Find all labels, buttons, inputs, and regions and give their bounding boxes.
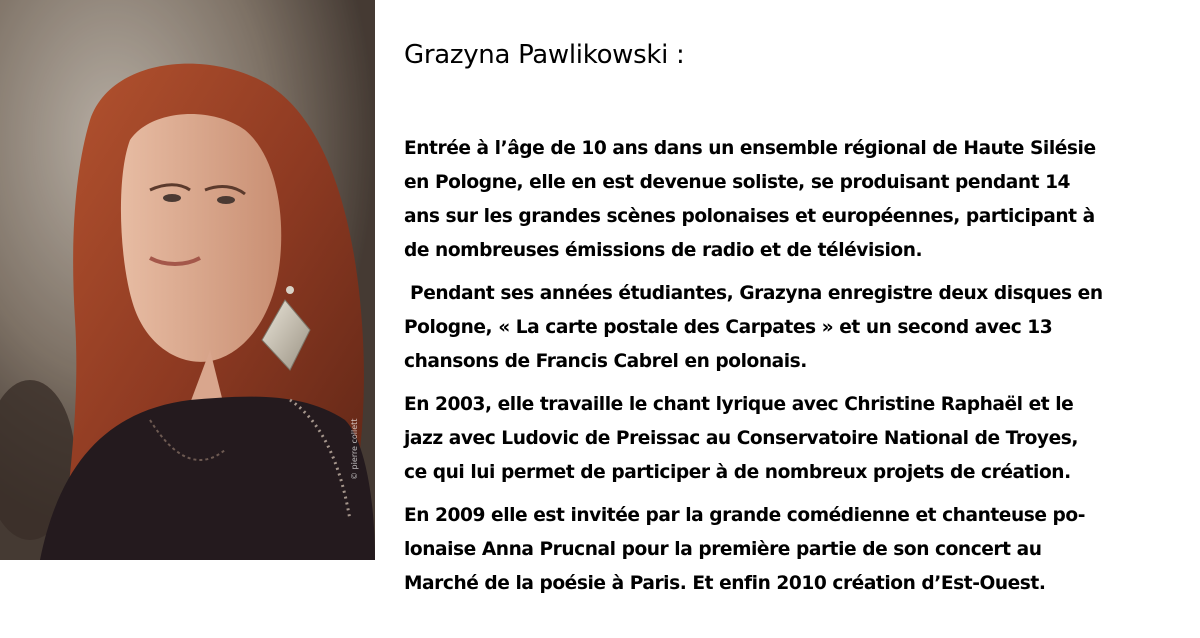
- portrait-illustration: [0, 0, 375, 560]
- text-line: ans sur les grandes scènes polonaises et européennes, participant à: [404, 206, 1095, 227]
- text-line: jazz avec Ludovic de Preissac au Conservatoire National de Troyes,: [404, 428, 1078, 449]
- text-line: ce qui lui permet de participer à de nombreux projets de création.: [404, 462, 1071, 483]
- paragraph-4: [404, 499, 1194, 601]
- paragraph-2: [404, 277, 1194, 379]
- text-line: Pendant ses années étudiantes, Grazyna enregistre deux disques en: [404, 283, 1103, 304]
- text-line: de nombreuses émissions de radio et de télévision.: [404, 240, 923, 261]
- paragraph-3: [404, 388, 1194, 490]
- text-line: Entrée à l’âge de 10 ans dans un ensemble régional de Haute Silésie: [404, 138, 1096, 159]
- text-line: Marché de la poésie à Paris. Et enfin 2010 création d’Est-Ouest.: [404, 573, 1046, 594]
- text-line: lonaise Anna Prucnal pour la première partie de son concert au: [404, 539, 1042, 560]
- paragraph-1: [404, 132, 1194, 268]
- text-line: Pologne, « La carte postale des Carpates » et un second avec 13: [404, 317, 1053, 338]
- portrait-photo: [0, 0, 375, 560]
- text-line: En 2009 elle est invitée par la grande comédienne et chanteuse po-: [404, 505, 1085, 526]
- text-line: en Pologne, elle en est devenue soliste, se produisant pendant 14: [404, 172, 1071, 193]
- text-line: En 2003, elle travaille le chant lyrique avec Christine Raphaël et le: [404, 394, 1074, 415]
- photo-credit-watermark: © pierre collett: [350, 418, 359, 480]
- biography-text: [404, 132, 1194, 610]
- page-title: Grazyna Pawlikowski :: [404, 40, 685, 70]
- text-line: chansons de Francis Cabrel en polonais.: [404, 351, 807, 372]
